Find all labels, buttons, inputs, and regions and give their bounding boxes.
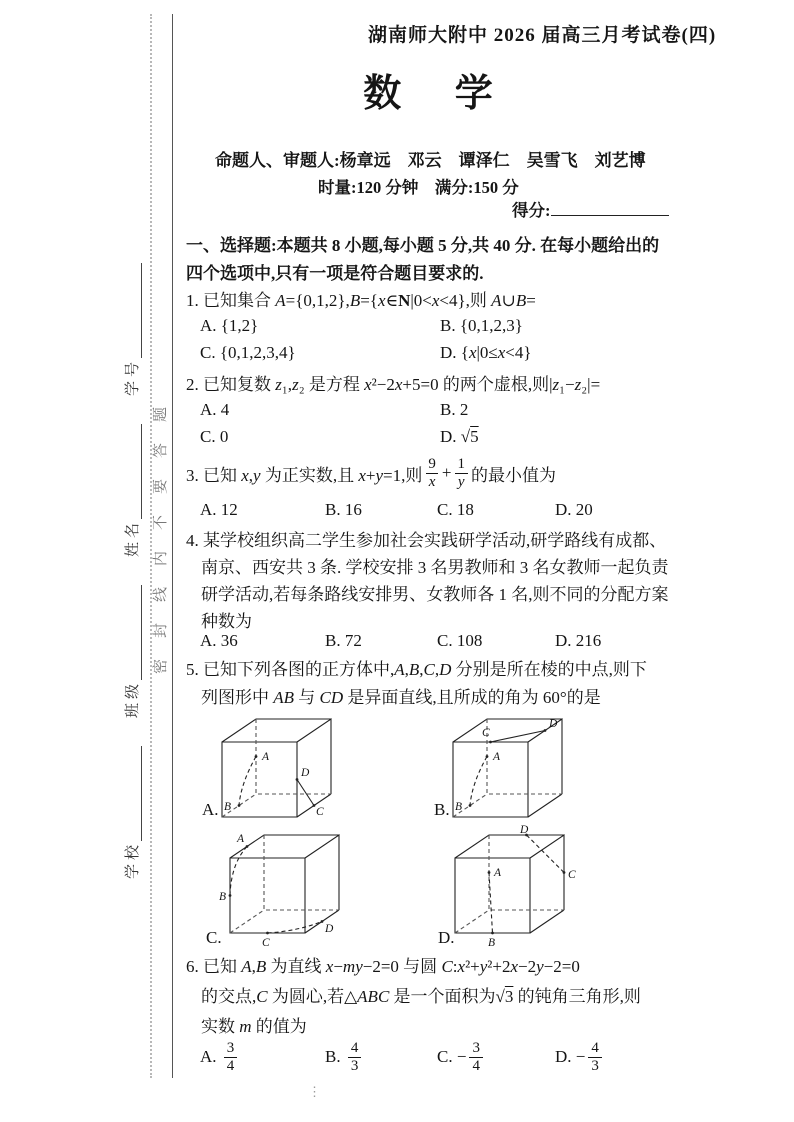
q6-option-b-denominator: 3 bbox=[348, 1057, 362, 1075]
exam-header: 湖南师大附中 2026 届高三月考试卷(四) bbox=[368, 25, 717, 46]
page-bottom-mark: ⋮ bbox=[308, 1084, 321, 1099]
q1-stem: 1. 已知集合 A={0,1,2},B={x∈N|0<x<4},则 A∪B= bbox=[186, 291, 536, 310]
cube-b-line-ab bbox=[470, 757, 487, 806]
q4-option-b: B. 72 bbox=[325, 631, 362, 650]
cube-d-line-ab bbox=[489, 873, 493, 934]
field-class bbox=[121, 585, 142, 718]
q3-plus-sign: + bbox=[441, 463, 452, 482]
q6-option-c-numerator: 3 bbox=[472, 1040, 480, 1056]
q4-stem-line1: 4. 某学校组织高二学生参加社会实践研学活动,研学路线有成都、 bbox=[186, 531, 667, 550]
q2-option-a: A. 4 bbox=[200, 400, 230, 419]
q3-option-b: B. 16 bbox=[325, 500, 362, 519]
q4-option-a: A. 36 bbox=[200, 631, 238, 650]
cube-d-label-C: C bbox=[568, 869, 576, 881]
cube-diagram-a bbox=[210, 708, 350, 832]
q4-stem-line4: 种数为 bbox=[201, 612, 252, 631]
q6-option-a bbox=[200, 1040, 240, 1074]
q5-option-b-label: B. bbox=[434, 800, 450, 819]
setters-line: 命题人、审题人:杨章远 邓云 谭泽仁 吴雪飞 刘艺博 bbox=[215, 151, 646, 170]
q6-options-row bbox=[200, 1040, 700, 1080]
q2-option-c: C. 0 bbox=[200, 427, 229, 446]
time-score-line: 时量:120 分钟 满分:150 分 bbox=[318, 178, 519, 197]
q3-stem bbox=[186, 450, 556, 496]
student-info-fields bbox=[120, 199, 142, 879]
q3-frac1-denominator: x bbox=[426, 473, 439, 491]
q1-option-a: A. {1,2} bbox=[200, 316, 259, 335]
q6-option-a-numerator: 3 bbox=[226, 1040, 235, 1056]
field-student-id-label: 学号 bbox=[125, 357, 141, 396]
cube-b-label-B: B bbox=[455, 801, 463, 813]
q5-option-a-label: A. bbox=[202, 800, 219, 819]
cube-a-label-B: B bbox=[224, 801, 232, 813]
cube-diagram-b bbox=[441, 708, 581, 832]
subject-title: 数 学 bbox=[363, 73, 495, 115]
cube-a-edges bbox=[222, 719, 331, 817]
field-name-label: 姓名 bbox=[125, 518, 141, 557]
cube-c-edges bbox=[230, 835, 339, 933]
cube-b-edges bbox=[453, 719, 562, 817]
cube-b-label-A: A bbox=[493, 751, 501, 763]
q6-option-c-label: C. bbox=[437, 1047, 453, 1066]
q5-stem-line2: 列图形中 AB 与 CD 是异面直线,且所成的角为 60°的是 bbox=[201, 688, 601, 707]
q4-stem-line2: 南京、西安共 3 条. 学校安排 3 名男教师和 3 名女教师一起负责 bbox=[201, 558, 669, 577]
cube-a-label-A: A bbox=[262, 751, 270, 763]
q6-option-d-denominator: 3 bbox=[588, 1057, 602, 1075]
cube-c-label-A: A bbox=[237, 833, 245, 845]
q6-option-d bbox=[555, 1040, 605, 1074]
field-class-label: 班级 bbox=[125, 679, 141, 718]
field-student-id bbox=[121, 263, 142, 396]
q3-frac1-numerator: 9 bbox=[428, 456, 436, 472]
q1-options-row2 bbox=[200, 343, 680, 369]
field-name bbox=[121, 424, 142, 557]
q6-option-c bbox=[437, 1040, 486, 1074]
content-border-line bbox=[172, 14, 173, 1078]
q5-option-c-label: C. bbox=[206, 928, 222, 947]
q2-option-b: B. 2 bbox=[440, 400, 469, 419]
field-class-blank bbox=[125, 585, 142, 680]
q5-option-d-label: D. bbox=[438, 928, 455, 947]
field-school bbox=[121, 746, 142, 879]
q1-options-row1 bbox=[200, 316, 680, 342]
score-blank-line bbox=[551, 200, 669, 216]
cube-b-label-C: C bbox=[482, 727, 490, 739]
field-student-id-blank bbox=[125, 263, 142, 358]
cube-a-line-ab bbox=[239, 757, 256, 806]
cube-c-label-D: D bbox=[325, 923, 334, 935]
cube-a-label-D: D bbox=[301, 767, 310, 779]
q6-option-b-numerator: 4 bbox=[350, 1040, 359, 1056]
q4-stem bbox=[186, 527, 669, 635]
q3-option-a: A. 12 bbox=[200, 500, 238, 519]
cube-diagram-d bbox=[443, 824, 583, 952]
score-row bbox=[512, 197, 669, 221]
seal-line-text: 密封线内不要答题 bbox=[153, 386, 169, 675]
q3-frac2-denominator: y bbox=[455, 473, 468, 491]
q2-options-row1 bbox=[200, 400, 680, 426]
field-school-label: 学校 bbox=[125, 840, 141, 879]
cube-d-points bbox=[488, 834, 566, 935]
q5-stem-line1: 5. 已知下列各图的正方体中,A,B,C,D 分别是所在棱的中点,则下 bbox=[186, 660, 647, 679]
q6-option-a-denominator: 4 bbox=[224, 1057, 238, 1075]
q6-option-a-label: A. bbox=[200, 1047, 217, 1066]
q3-frac2-numerator: 1 bbox=[457, 456, 465, 472]
cube-a-points bbox=[238, 755, 316, 807]
q4-option-d: D. 216 bbox=[555, 631, 602, 650]
cube-d-label-B: B bbox=[488, 937, 496, 949]
cube-d-edges bbox=[455, 835, 564, 933]
q6-stem-line3: 实数 m 的值为 bbox=[201, 1017, 307, 1036]
cube-c-label-B: B bbox=[219, 891, 227, 903]
q6-option-c-sign: − bbox=[456, 1047, 467, 1066]
cube-d-label-A: A bbox=[494, 867, 502, 879]
cube-d-line-dc bbox=[527, 835, 565, 873]
q3-option-c: C. 18 bbox=[437, 500, 474, 519]
cube-c-label-C: C bbox=[262, 937, 270, 949]
cube-c-line-ab bbox=[230, 847, 247, 896]
q6-option-d-sign: − bbox=[575, 1047, 586, 1066]
cube-b-points bbox=[469, 729, 547, 807]
q2-stem: 2. 已知复数 z₁,z₂ 是方程 x²−2x+5=0 的两个虚根,则|z₁−z₂|= bbox=[186, 375, 601, 394]
q6-option-b-label: B. bbox=[325, 1047, 341, 1066]
q6-option-d-label: D. bbox=[555, 1047, 572, 1066]
q6-option-c-denominator: 4 bbox=[469, 1057, 483, 1075]
section1-intro-line1: 一、选择题:本题共 8 小题,每小题 5 分,共 40 分. 在每小题给出的 bbox=[186, 236, 660, 255]
q1-option-b: B. {0,1,2,3} bbox=[440, 316, 523, 335]
q3-fraction-2 bbox=[454, 456, 468, 490]
q4-options-row bbox=[200, 631, 680, 657]
field-name-blank bbox=[125, 424, 142, 519]
score-label: 得分: bbox=[512, 201, 551, 220]
q4-option-c: C. 108 bbox=[437, 631, 483, 650]
q6-stem-line2: 的交点,C 为圆心,若△ABC 是一个面积为√3 的钝角三角形,则 bbox=[201, 987, 641, 1006]
cube-a-line-dc bbox=[297, 780, 314, 806]
q2-option-d: D. √5 bbox=[440, 427, 479, 446]
q6-stem bbox=[186, 952, 641, 1042]
q4-stem-line3: 研学活动,若每条路线安排男、女教师各 1 名,则不同的分配方案 bbox=[201, 585, 669, 604]
q3-option-d: D. 20 bbox=[555, 500, 593, 519]
cube-d-label-D: D bbox=[520, 824, 529, 836]
q3-stem-post: 的最小值为 bbox=[470, 465, 556, 485]
q6-stem-line1: 6. 已知 A,B 为直线 x−my−2=0 与圆 C:x²+y²+2x−2y−2=0 bbox=[186, 957, 580, 976]
cube-diagram-c bbox=[218, 824, 358, 952]
field-school-blank bbox=[125, 746, 142, 841]
q3-stem-pre: 3. 已知 x,y 为正实数,且 x+y=1,则 bbox=[186, 465, 423, 485]
cube-a-label-C: C bbox=[316, 806, 324, 818]
q6-option-b bbox=[325, 1040, 364, 1074]
q3-options-row bbox=[200, 500, 680, 526]
section1-intro-line2: 四个选项中,只有一项是符合题目要求的. bbox=[186, 264, 484, 283]
q5-stem bbox=[186, 656, 647, 712]
q1-option-d: D. {x|0≤x<4} bbox=[440, 343, 532, 362]
q1-option-c: C. {0,1,2,3,4} bbox=[200, 343, 296, 362]
q3-fraction-1 bbox=[425, 456, 439, 490]
q6-option-d-numerator: 4 bbox=[591, 1040, 599, 1056]
cube-b-label-D: D bbox=[549, 718, 558, 730]
